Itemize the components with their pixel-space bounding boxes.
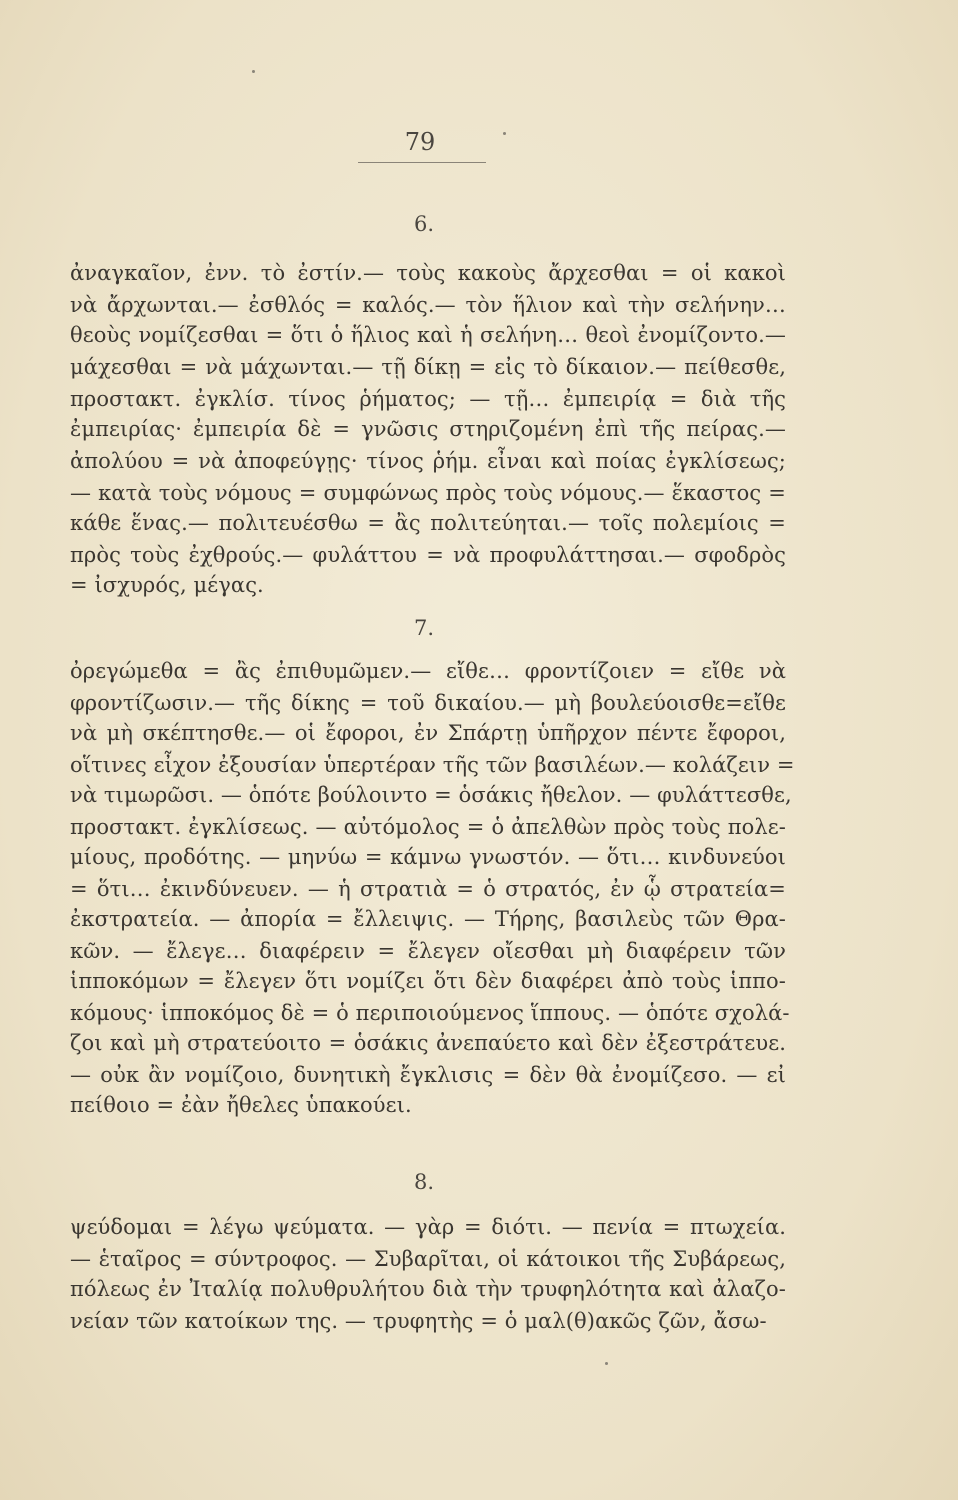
text-line: μάχεσθαι = νὰ μάχωνται.— τῇ δίκῃ = εἰς τὸ δίκαιον.— πείθεσθε,: [70, 355, 786, 379]
text-line: μίους, προδότης. — μηνύω = κάμνω γνωστόν. — ὅτι… κινδυνεύοι: [70, 845, 786, 869]
text-line: προστακτ. ἐγκλίσεως. — αὐτόμολος = ὁ ἀπελθὼν πρὸς τοὺς πολε-: [70, 815, 786, 839]
text-line: κόμους· ἱπποκόμος δὲ = ὁ περιποιούμενος ἵππους. — ὁπότε σχολά-: [70, 1001, 790, 1025]
text-line: — οὐκ ἂν νομίζοιο, δυνητικὴ ἔγκλισις = δὲν θὰ ἐνομίζεσο. — εἰ: [70, 1063, 786, 1087]
text-line: = ἰσχυρός, μέγας.: [70, 573, 264, 597]
text-line: πόλεως ἐν Ἰταλίᾳ πολυθρυλήτου διὰ τὴν τρυφηλότητα καὶ ἀλαζο-: [70, 1277, 786, 1301]
header-rule: [358, 162, 486, 163]
text-line: οἵτινες εἶχον ἐξουσίαν ὑπερτέραν τῆς τῶν βασιλέων.— κολάζειν =: [70, 753, 795, 777]
text-line: νὰ μὴ σκέπτησθε.— οἱ ἔφοροι, ἐν Σπάρτῃ ὑπῆρχον πέντε ἔφοροι,: [70, 721, 786, 745]
text-line: νείαν τῶν κατοίκων της. — τρυφητὴς = ὁ μαλ(θ)ακῶς ζῶν, ἄσω-: [70, 1309, 767, 1333]
text-line: ζοι καὶ μὴ στρατεύοιτο = ὁσάκις ἀνεπαύετο καὶ δὲν ἐξεστράτευε.: [70, 1031, 786, 1055]
text-line: ψεύδομαι = λέγω ψεύματα. — γὰρ = διότι. — πενία = πτωχεία.: [70, 1215, 786, 1239]
text-line: = ὅτι… ἐκινδύνευεν. — ἡ στρατιὰ = ὁ στρατός, ἐν ᾧ στρατεία=: [70, 877, 786, 901]
text-line: — κατὰ τοὺς νόμους = συμφώνως πρὸς τοὺς νόμους.— ἕκαστος =: [70, 481, 786, 505]
text-line: πείθοιο = ἐὰν ἤθελες ὑπακούει.: [70, 1093, 412, 1117]
text-line: ὀρεγώμεθα = ἂς ἐπιθυμῶμεν.— εἴθε… φροντίζοιεν = εἴθε νὰ: [70, 659, 786, 683]
ink-speck: [252, 70, 255, 73]
text-line: φροντίζωσιν.— τῆς δίκης = τοῦ δικαίου.— μὴ βουλεύοισθε=εἴθε: [70, 691, 786, 715]
text-line: ἀπολύου = νὰ ἀποφεύγῃς· τίνος ῥήμ. εἶναι καὶ ποίας ἐγκλίσεως;: [70, 449, 786, 473]
page-number: 79: [404, 128, 436, 156]
text-line: κῶν. — ἔλεγε… διαφέρειν = ἔλεγεν οἴεσθαι μὴ διαφέρειν τῶν: [70, 939, 786, 963]
ink-speck: [503, 132, 506, 135]
section-number: 6.: [413, 212, 435, 236]
section-number: 8.: [413, 1170, 435, 1194]
text-line: ἐμπειρίας· ἐμπειρία δὲ = γνῶσις στηριζομένη ἐπὶ τῆς πείρας.—: [70, 417, 786, 441]
text-line: — ἑταῖρος = σύντροφος. — Συβαρῖται, οἱ κάτοικοι τῆς Συβάρεως,: [70, 1247, 786, 1271]
text-line: πρὸς τοὺς ἐχθρούς.— φυλάττου = νὰ προφυλάττησαι.— σφοδρὸς: [70, 543, 786, 567]
section-number: 7.: [413, 616, 435, 640]
text-line: κάθε ἕνας.— πολιτευέσθω = ἂς πολιτεύηται.— τοῖς πολεμίοις =: [70, 511, 786, 535]
text-line: ἱπποκόμων = ἔλεγεν ὅτι νομίζει ὅτι δὲν διαφέρει ἀπὸ τοὺς ἱππο-: [70, 969, 786, 993]
ink-speck: [605, 1362, 608, 1365]
text-line: προστακτ. ἐγκλίσ. τίνος ῥήματος; — τῇ… ἐμπειρίᾳ = διὰ τῆς: [70, 387, 786, 411]
text-line: νὰ τιμωρῶσι. — ὁπότε βούλοιντο = ὁσάκις ἤθελον. — φυλάττεσθε,: [70, 783, 792, 807]
text-line: νὰ ἄρχωνται.— ἐσθλός = καλός.— τὸν ἥλιον καὶ τὴν σελήνην…: [70, 293, 786, 317]
text-line: ἐκστρατεία. — ἀπορία = ἔλλειψις. — Τήρης, βασιλεὺς τῶν Θρα-: [70, 907, 786, 931]
text-line: ἀναγκαῖον, ἐνν. τὸ ἐστίν.— τοὺς κακοὺς ἄρχεσθαι = οἱ κακοὶ: [70, 261, 786, 285]
text-line: θεοὺς νομίζεσθαι = ὅτι ὁ ἥλιος καὶ ἡ σελήνη… θεοὶ ἐνομίζοντο.—: [70, 323, 786, 347]
